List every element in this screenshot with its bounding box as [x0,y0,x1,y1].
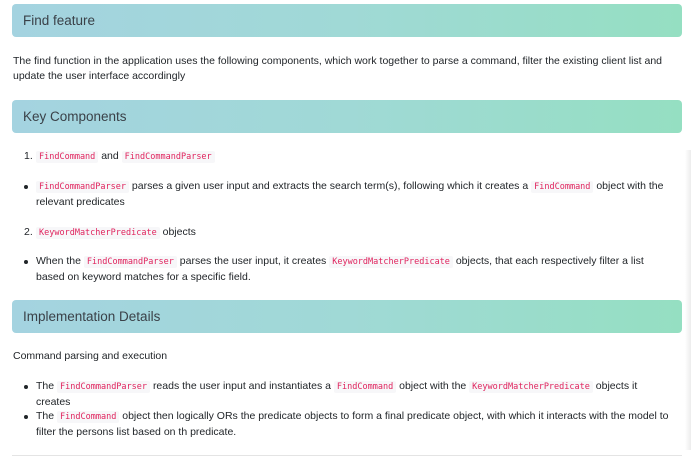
text: When the [36,255,81,267]
text: objects, that each respectively filter a list based on keyword matches for a specific field. [36,255,644,283]
inline-code: FindCommand [36,151,98,163]
inline-code: FindCommandParser [122,151,215,163]
list-number: 1. [24,150,33,162]
inline-code: FindCommandParser [84,256,177,268]
subsection-title: Command parsing and execution [13,350,168,362]
text: parses a given user input and extracts the search term(s), following which it creates a [131,180,529,192]
text: The [36,410,55,422]
text: object with the [399,380,467,392]
section-header-implementation-details [12,300,682,333]
bullet-item [24,409,672,440]
text: objects it creates [36,380,638,408]
bullet-item [24,254,672,285]
text: reads the user input and instantiates a [152,380,331,392]
section-title: Key Components [23,109,127,124]
bullet-item [24,379,672,410]
inline-code: FindCommandParser [36,181,129,193]
scrollbar-track[interactable] [685,150,691,450]
inline-code: FindCommand [531,181,593,193]
inline-code: KeywordMatcherPredicate [329,256,453,268]
text: parses the user input, it creates [179,255,327,267]
inline-code: KeywordMatcherPredicate [469,381,593,393]
bullet-icon [24,185,28,189]
text: object then logically ORs the predicate objects to form a final predicate object, with which it interacts with the model to filter the persons list based on th predicate. [36,410,669,438]
intro-paragraph: The find function in the application uses the following components, which work together to parse a command, filter the existing client list and update the user interface accordingly [13,55,663,82]
list-number: 2. [24,226,33,238]
section-header-key-components [12,100,682,133]
text: and [101,150,119,162]
inline-code: FindCommandParser [57,381,150,393]
divider [12,455,682,456]
section-header-find-feature [12,4,682,37]
inline-code: KeywordMatcherPredicate [36,227,160,239]
section-title: Implementation Details [23,309,161,324]
bullet-icon [24,260,28,264]
bullet-icon [24,415,28,419]
bullet-item [24,179,672,210]
list-item [24,149,672,165]
list-item [24,225,672,241]
text: object with the relevant predicates [36,180,664,208]
inline-code: FindCommand [57,411,119,423]
text: objects [162,226,196,238]
inline-code: FindCommand [334,381,396,393]
text: The [36,380,55,392]
bullet-icon [24,385,28,389]
section-title: Find feature [23,13,96,28]
